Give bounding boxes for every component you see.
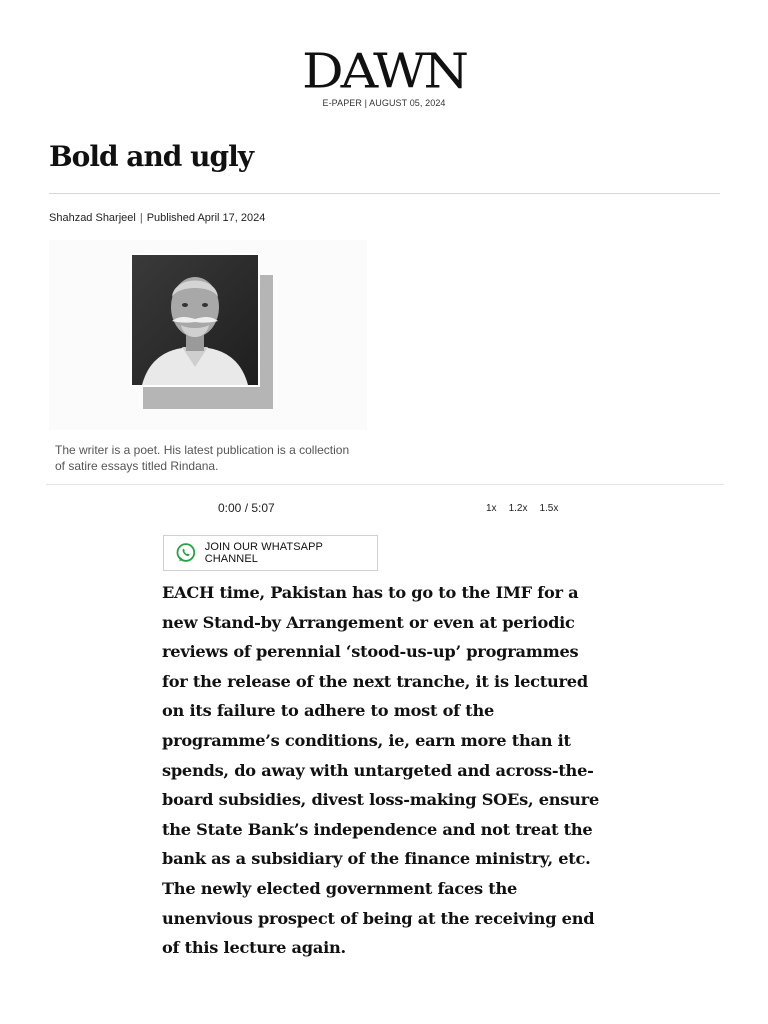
speed-1x-button[interactable]: 1x (486, 503, 497, 514)
author-portrait-icon (132, 255, 258, 385)
join-whatsapp-button[interactable] (163, 535, 378, 571)
masthead (0, 44, 768, 108)
author-name[interactable]: Shahzad Sharjeel (49, 212, 136, 224)
author-photo-block (49, 240, 367, 430)
caption-divider (46, 484, 724, 485)
playback-speeds (486, 503, 570, 514)
article-body: EACH time, Pakistan has to go to the IMF for a new Stand-by Arrangement or even at periodic reviews of perennial ‘stood-us-up’ programmes for the release of the next tranche, it is lectured on its failure to adhere to most of the programme’s conditions, ie, earn more than it spends, do away with untargeted and across-the-board subsidies, divest loss-making SOEs, ensure the State Bank’s independence and not treat the bank as a subsidiary of the finance ministry, etc. The newly elected government faces the unenvious prospect of being at the receiving end of this lecture again. (162, 583, 599, 958)
dawn-logo[interactable]: DAWN (301, 44, 467, 100)
whatsapp-icon (175, 542, 197, 564)
audio-time: 0:00 / 5:07 (218, 501, 275, 515)
whatsapp-button-label: JOIN OUR WHATSAPP CHANNEL (204, 541, 323, 565)
speed-1-5x-button[interactable]: 1.5x (539, 503, 559, 514)
byline-separator: | (139, 212, 143, 224)
title-divider (49, 193, 720, 194)
author-photo (130, 253, 260, 387)
photo-caption: The writer is a poet. His latest publication is a collection of satire essays titled Rindana. (55, 443, 350, 473)
edition-date: E-PAPER | AUGUST 05, 2024 (322, 98, 446, 108)
article-title: Bold and ugly (49, 140, 253, 173)
speed-1-2x-button[interactable]: 1.2x (508, 503, 528, 514)
byline (49, 212, 265, 224)
publish-date: Published April 17, 2024 (146, 212, 266, 224)
